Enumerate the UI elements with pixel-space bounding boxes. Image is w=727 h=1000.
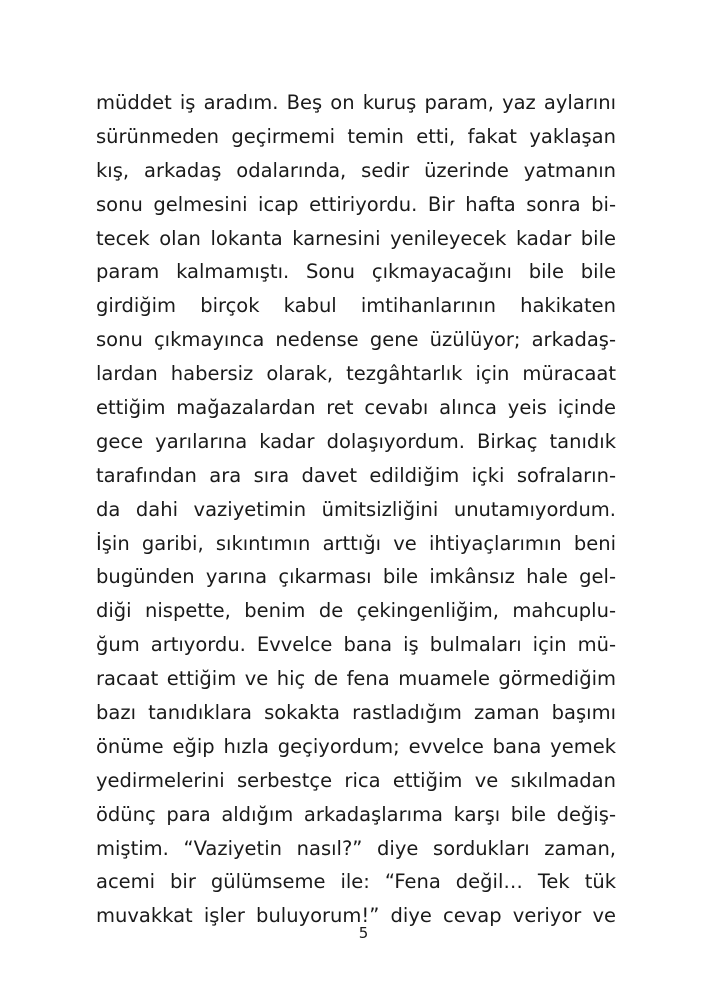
text-line: bazı tanıdıklara sokakta rastladığım zaman başımı (96, 701, 616, 725)
text-line: girdiğim birçok kabul imtihanlarının hakikaten (96, 294, 616, 318)
text-line: gece yarılarına kadar dolaşıyordum. Birkaç tanıdık (96, 429, 616, 453)
text-line: param kalmamıştı. Sonu çıkmayacağını bile bile (96, 260, 616, 284)
text-line: diği nispette, benim de çekingenliğim, mahcuplu- (96, 599, 616, 623)
text-line: İşin garibi, sıkıntımın arttığı ve ihtiyaçlarımın beni (96, 531, 616, 555)
text-line: bugünden yarına çıkarması bile imkânsız hale gel- (96, 565, 616, 589)
text-line: tecek olan lokanta karnesini yenileyecek kadar bile (96, 226, 616, 250)
text-line: önüme eğip hızla geçiyordum; evvelce bana yemek (96, 734, 616, 758)
text-line: tarafından ara sıra davet edildiğim içki sofraların- (96, 463, 616, 487)
text-line: muvakkat işler buluyorum!” diye cevap veriyor ve (96, 904, 616, 928)
body-text (96, 86, 616, 933)
text-line: ettiğim mağazalardan ret cevabı alınca yeis içinde (96, 396, 616, 420)
text-line: da dahi vaziyetimin ümitsizliğini unutamıyordum. (96, 497, 616, 521)
page-number: 5 (358, 924, 369, 942)
text-line: ğum artıyordu. Evvelce bana iş bulmaları için mü- (96, 633, 616, 657)
text-line: miştim. “Vaziyetin nasıl?” diye sordukları zaman, (96, 836, 616, 860)
text-line: ödünç para aldığım arkadaşlarıma karşı bile değiş- (96, 802, 616, 826)
text-line: kış, arkadaş odalarında, sedir üzerinde yatmanın (96, 158, 616, 182)
text-line: lardan habersiz olarak, tezgâhtarlık için müracaat (96, 362, 616, 386)
text-line: müddet iş aradım. Beş on kuruş param, yaz aylarını (96, 91, 616, 114)
text-line: sonu gelmesini icap ettiriyordu. Bir hafta sonra bi- (96, 192, 616, 216)
text-line: acemi bir gülümseme ile: “Fena değil… Tek tük (96, 870, 616, 894)
text-line: racaat ettiğim ve hiç de fena muamele görmediğim (96, 667, 616, 691)
text-line: yedirmelerini serbestçe rica ettiğim ve sıkılmadan (96, 768, 616, 792)
text-line: sürünmeden geçirmemi temin etti, fakat yaklaşan (96, 124, 616, 148)
text-line: sonu çıkmayınca nedense gene üzülüyor; arkadaş- (96, 328, 616, 352)
